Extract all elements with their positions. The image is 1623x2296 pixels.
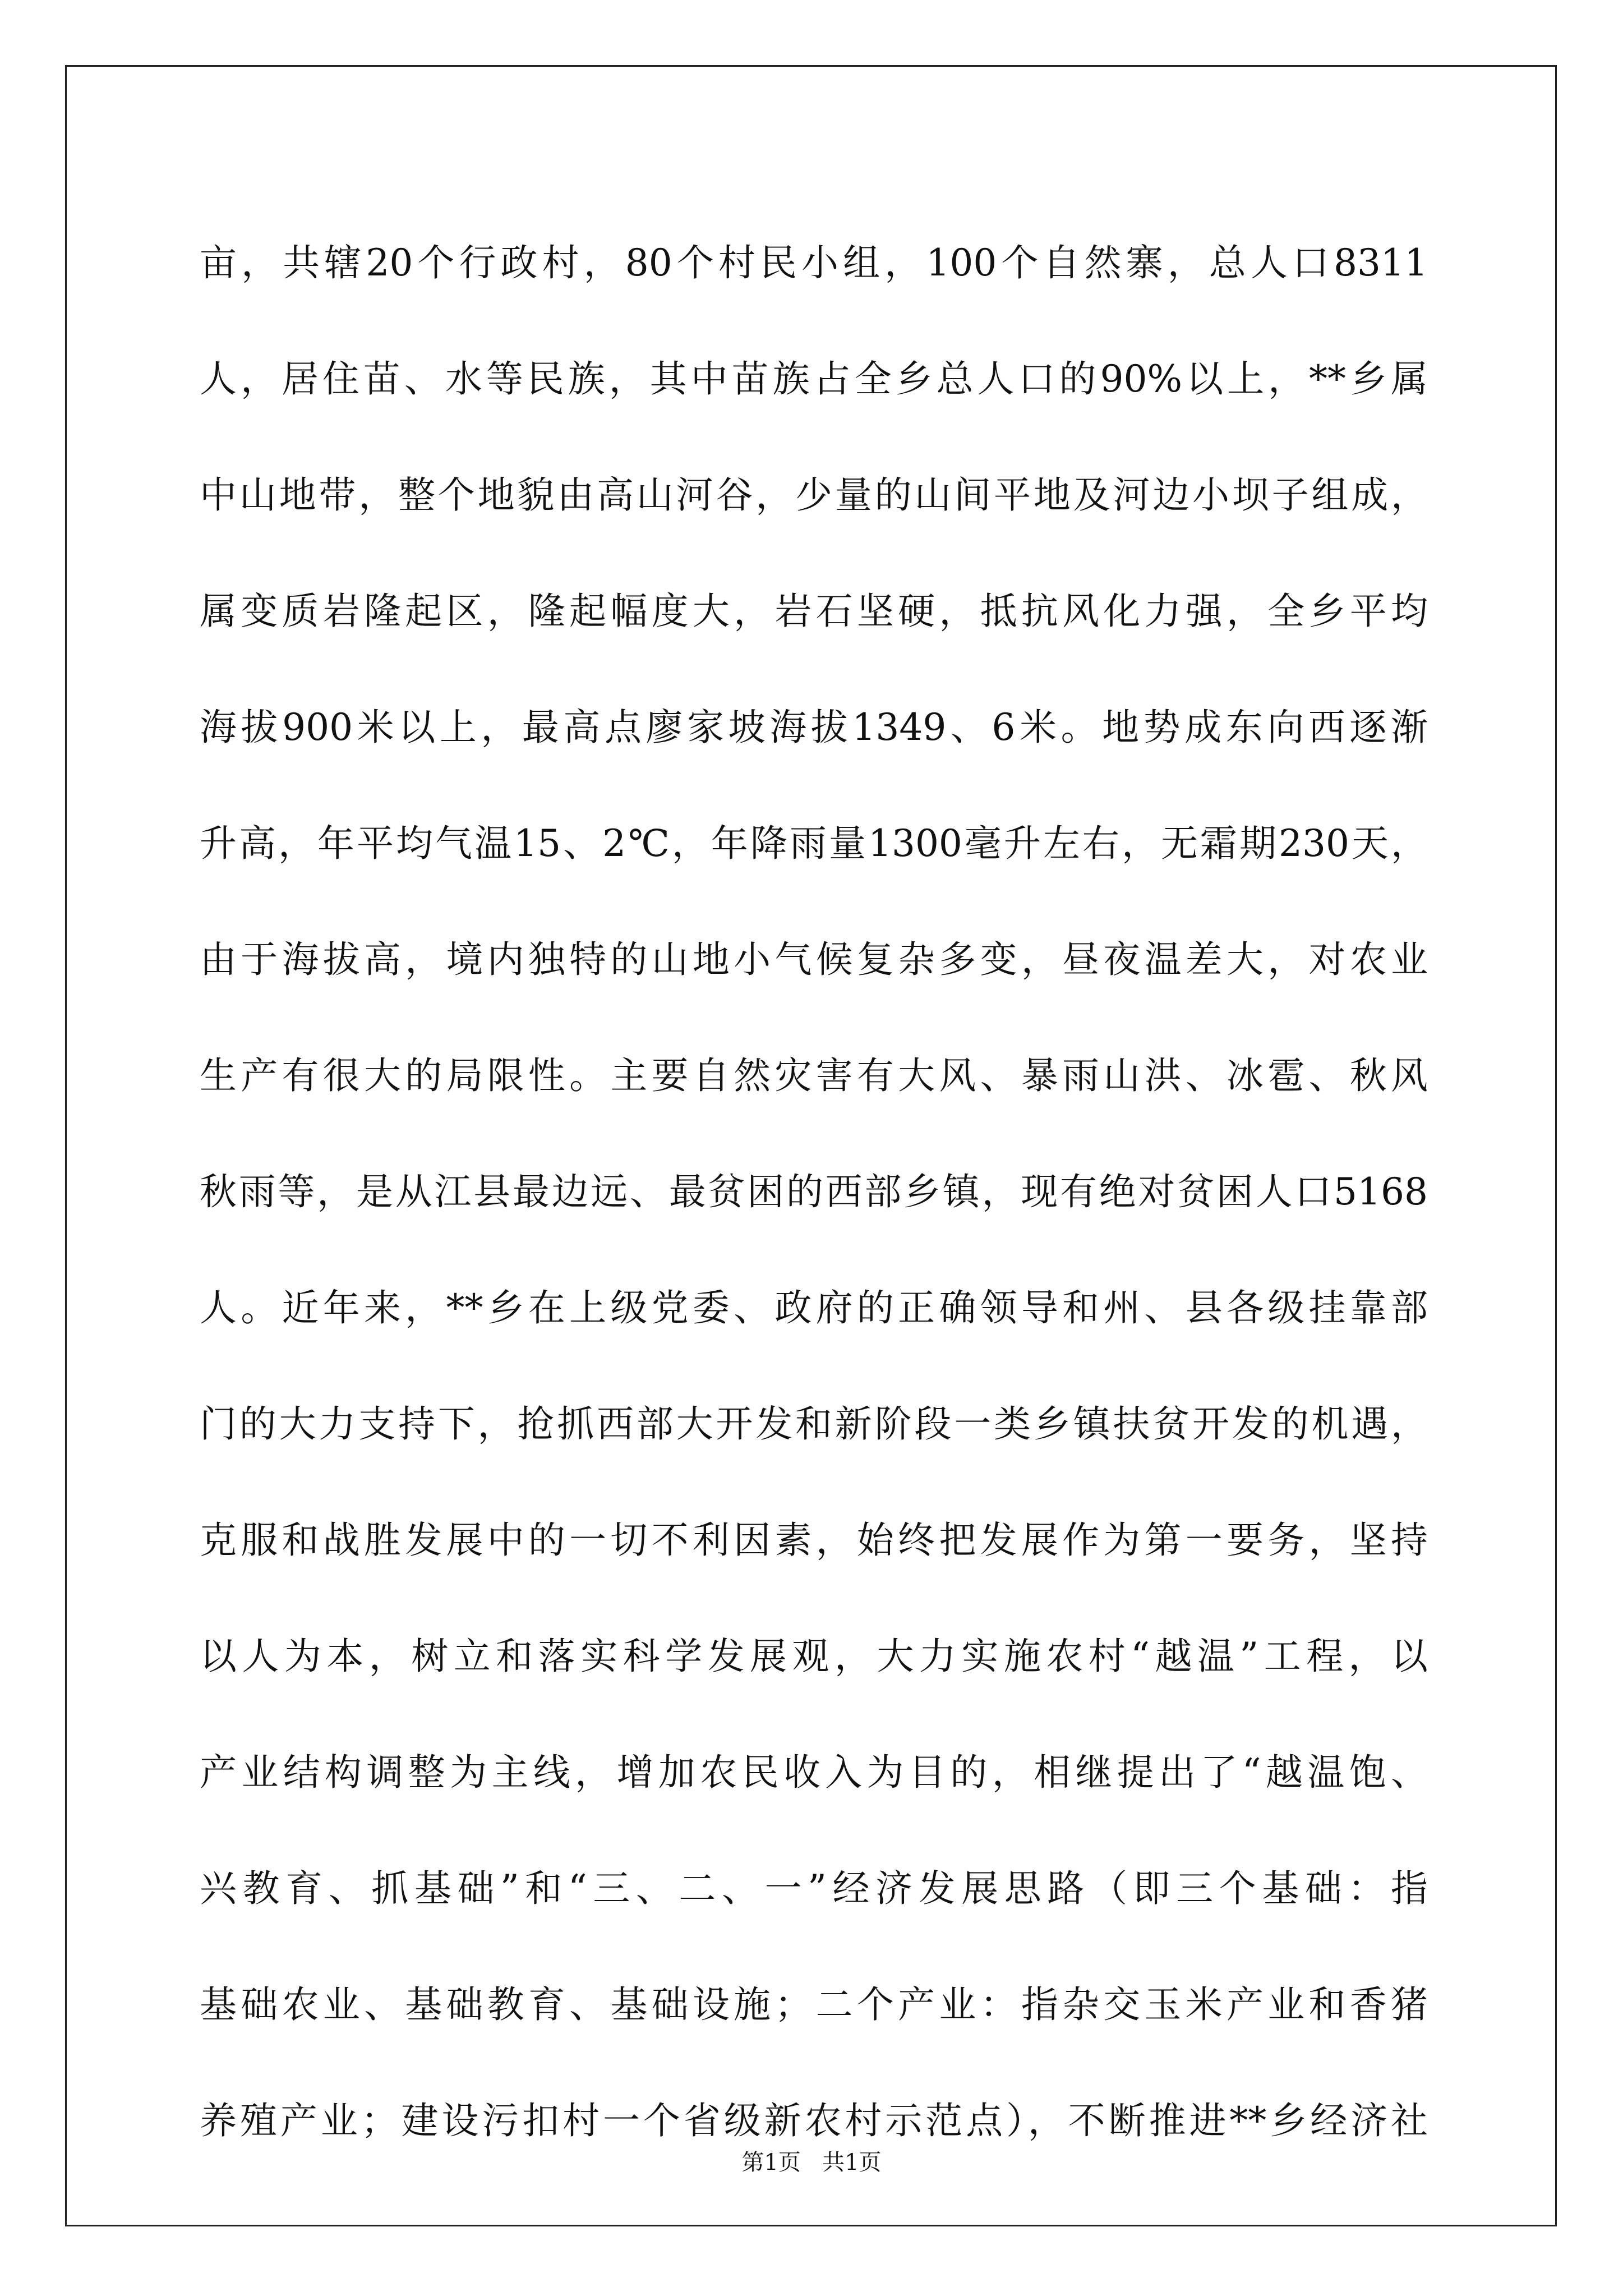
page-number: 第1页 [741,2150,801,2175]
text-line: 海拔900米以上，最高点廖家坡海拔1349、6米。地势成东向西逐渐 [200,706,1428,749]
text-line: 生产有很大的局限性。主要自然灾害有大风、暴雨山洪、冰雹、秋风 [200,1054,1428,1097]
text-line: 产业结构调整为主线，增加农民收入为目的，相继提出了“越温饱、 [200,1751,1428,1794]
text-line: 克服和战胜发展中的一切不利因素，始终把发展作为第一要务，坚持 [200,1519,1428,1562]
page-total: 共1页 [822,2150,882,2175]
text-line: 秋雨等，是从江县最边远、最贫困的西部乡镇，现有绝对贫困人口5168 [200,1170,1428,1213]
footer-spacer [801,2150,822,2175]
text-line: 兴教育、抓基础”和“三、二、一”经济发展思路（即三个基础：指 [200,1867,1428,1910]
text-line: 养殖产业；建设污扣村一个省级新农村示范点），不断推进**乡经济社 [200,2099,1428,2142]
text-line: 属变质岩隆起区，隆起幅度大，岩石坚硬，抵抗风化力强，全乡平均 [200,590,1428,633]
text-line: 门的大力支持下，抢抓西部大开发和新阶段一类乡镇扶贫开发的机遇， [200,1402,1428,1446]
text-line: 基础农业、基础教育、基础设施；二个产业：指杂交玉米产业和香猪 [200,1983,1428,2026]
page-footer [0,2148,1623,2177]
text-line: 升高，年平均气温15、2℃，年降雨量1300毫升左右，无霜期230天， [200,822,1428,865]
document-body [200,221,1428,2195]
text-line: 亩，共辖20个行政村，80个村民小组，100个自然寨，总人口8311 [200,241,1428,284]
text-line: 中山地带，整个地貌由高山河谷，少量的山间平地及河边小坝子组成， [200,473,1428,517]
text-line: 以人为本，树立和落实科学发展观，大力实施农村“越温”工程，以 [200,1635,1428,1678]
text-line: 人。近年来，**乡在上级党委、政府的正确领导和州、县各级挂靠部 [200,1286,1428,1329]
text-line: 人，居住苗、水等民族，其中苗族占全乡总人口的90%以上，**乡属 [200,357,1428,401]
text-line: 由于海拔高，境内独特的山地小气候复杂多变，昼夜温差大，对农业 [200,938,1428,981]
